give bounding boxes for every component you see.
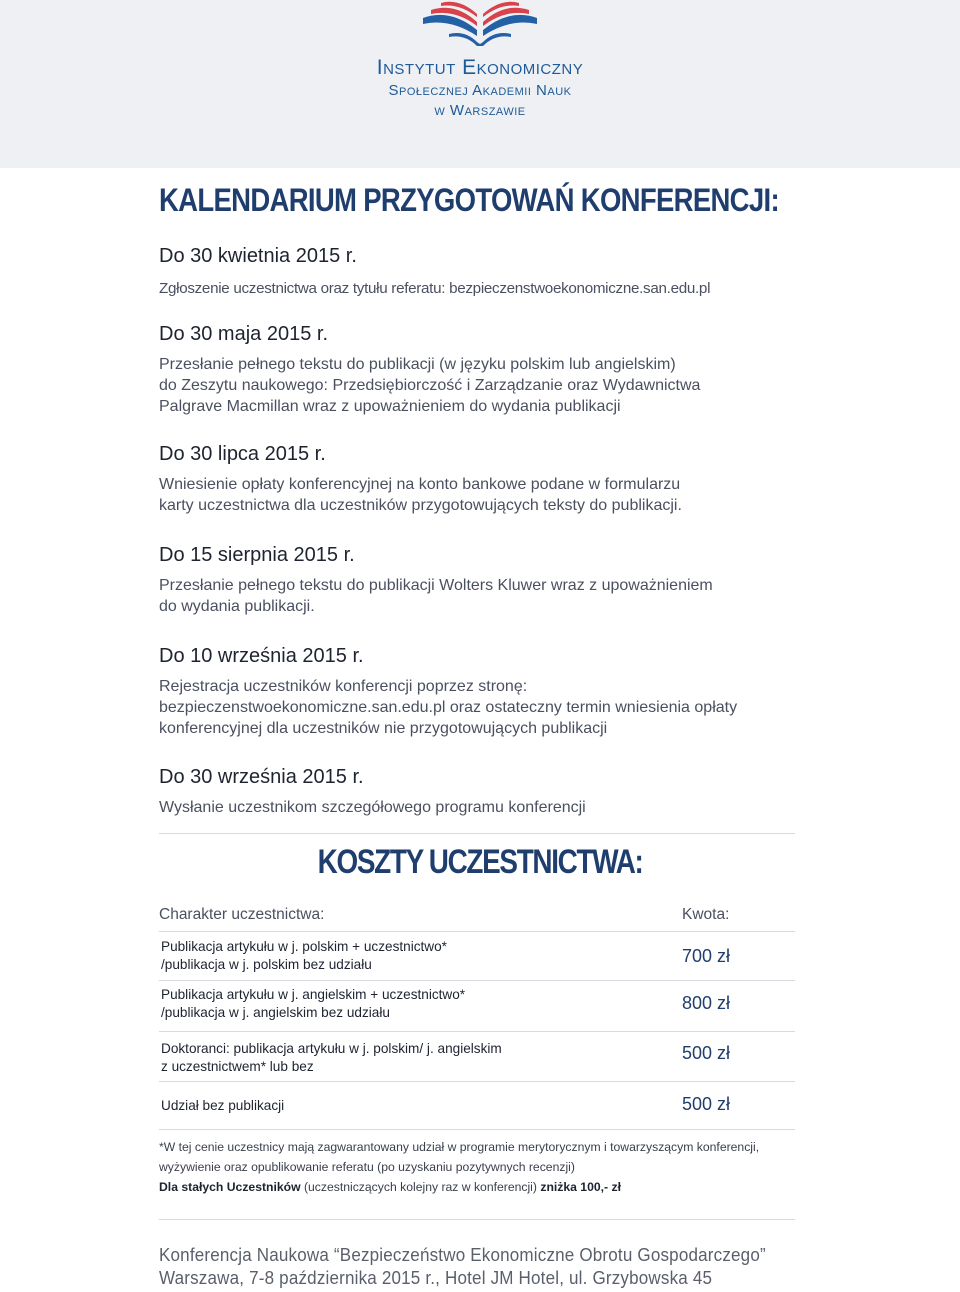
calendar-date: Do 10 września 2015 r. (159, 645, 364, 667)
cost-label-line: /publikacja w j. polskim bez udziału (161, 957, 372, 972)
footnote (159, 1137, 819, 1197)
cost-amount: 500 zł (682, 1094, 731, 1114)
page-title: KALENDARIUM PRZYGOTOWAŃ KONFERENCJI: (159, 182, 779, 218)
cost-row (159, 1092, 795, 1120)
institute-name-line-2: Społecznej Akademii Nauk (388, 82, 572, 99)
calendar-desc-line: Zgłoszenie uczestnictwa oraz tytułu referatu: bezpieczenstwoekonomiczne.san.edu.pl (159, 280, 711, 297)
institute-name-line-3: w Warszawie (434, 102, 526, 119)
calendar-desc-line: Przesłanie pełnego tekstu do publikacji Wolters Kluwer wraz z upoważnieniem (159, 577, 713, 594)
conference-name: Konferencja Naukowa “Bezpieczeństwo Ekonomiczne Obrotu Gospodarczego” (159, 1244, 766, 1265)
calendar-desc-line: Wysłanie uczestnikom szczegółowego programu konferencji (159, 799, 586, 816)
cost-row (159, 1040, 795, 1082)
cost-amount: 500 zł (682, 1043, 731, 1063)
calendar-desc-line: karty uczestnictwa dla uczestników przygotowujących teksty do publikacji. (159, 497, 682, 514)
cost-label-line: Publikacja artykułu w j. angielskim + uczestnictwo* (161, 987, 466, 1002)
footnote-line: wyżywienie oraz opublikowanie referatu (po uzyskaniu pozytywnych recenzji) (159, 1160, 575, 1174)
divider (159, 1031, 795, 1032)
costs-title (0, 843, 960, 882)
calendar-date: Do 30 września 2015 r. (159, 766, 364, 788)
conference-venue: Warszawa, 7-8 października 2015 r., Hotel JM Hotel, ul. Grzybowska 45 (159, 1267, 713, 1288)
column-header-amount: Kwota: (682, 906, 730, 923)
calendar-item (159, 543, 819, 617)
calendar-date: Do 30 maja 2015 r. (159, 323, 328, 345)
calendar-desc-line: Palgrave Macmillan wraz z upoważnieniem do wydania publikacji (159, 398, 621, 415)
cost-amount: 800 zł (682, 993, 731, 1013)
calendar-item (159, 644, 819, 739)
calendar-desc-line: bezpieczenstwoekonomiczne.san.edu.pl oraz ostateczny termin wniesienia opłaty (159, 699, 738, 716)
calendar-desc-line: konferencyjnej dla uczestników nie przygotowujących publikacji (159, 720, 608, 737)
column-header-type: Charakter uczestnictwa: (159, 906, 325, 923)
calendar-desc-line: do wydania publikacji. (159, 598, 315, 615)
calendar-date: Do 15 sierpnia 2015 r. (159, 544, 355, 566)
footnote-text: (uczestniczących kolejny raz w konferencji) (300, 1180, 541, 1194)
divider (159, 931, 795, 932)
cost-amount: 700 zł (682, 946, 731, 966)
calendar-date: Do 30 kwietnia 2015 r. (159, 245, 357, 267)
divider (159, 1219, 795, 1220)
divider (159, 1129, 795, 1130)
cost-label-line: z uczestnictwem* lub bez (161, 1059, 314, 1074)
calendar-item (159, 765, 819, 818)
calendar-item (159, 322, 819, 417)
calendar-desc-line: Rejestracja uczestników konferencji poprzez stronę: (159, 678, 528, 695)
footnote-bold-text: zniżka 100,- zł (540, 1180, 621, 1194)
calendar-date: Do 30 lipca 2015 r. (159, 443, 326, 465)
book-logo-icon (415, 0, 545, 48)
divider (159, 833, 795, 834)
cost-label-line: Doktoranci: publikacja artykułu w j. polskim/ j. angielskim (161, 1041, 502, 1056)
calendar-desc-line: Przesłanie pełnego tekstu do publikacji (w języku polskim lub angielskim) (159, 356, 676, 373)
footnote-discount-line (159, 1177, 819, 1197)
footnote-line: *W tej cenie uczestnicy mają zagwarantowany udział w programie merytorycznym i towarzyszącym konferencji, (159, 1140, 760, 1154)
divider (159, 1081, 795, 1082)
calendar-item (159, 244, 819, 299)
cost-label-line: Udział bez publikacji (161, 1098, 285, 1113)
cost-label-line: Publikacja artykułu w j. polskim + uczestnictwo* (161, 939, 447, 954)
costs-title-text: KOSZTY UCZESTNICTWA: (317, 843, 643, 881)
calendar-desc-line: Wniesienie opłaty konferencyjnej na konto bankowe podane w formularzu (159, 476, 681, 493)
calendar-desc-line: do Zeszytu naukowego: Przedsiębiorczość i Zarządzanie oraz Wydawnictwa (159, 377, 701, 394)
calendar-item (159, 442, 819, 516)
cost-row (159, 986, 795, 1032)
cost-row (159, 938, 795, 980)
footnote-bold-text: Dla stałych Uczestników (159, 1180, 301, 1194)
cost-label-line: /publikacja w j. angielskim bez udziału (161, 1005, 390, 1020)
divider (159, 980, 795, 981)
institute-name-line-1: Instytut Ekonomiczny (376, 56, 584, 79)
